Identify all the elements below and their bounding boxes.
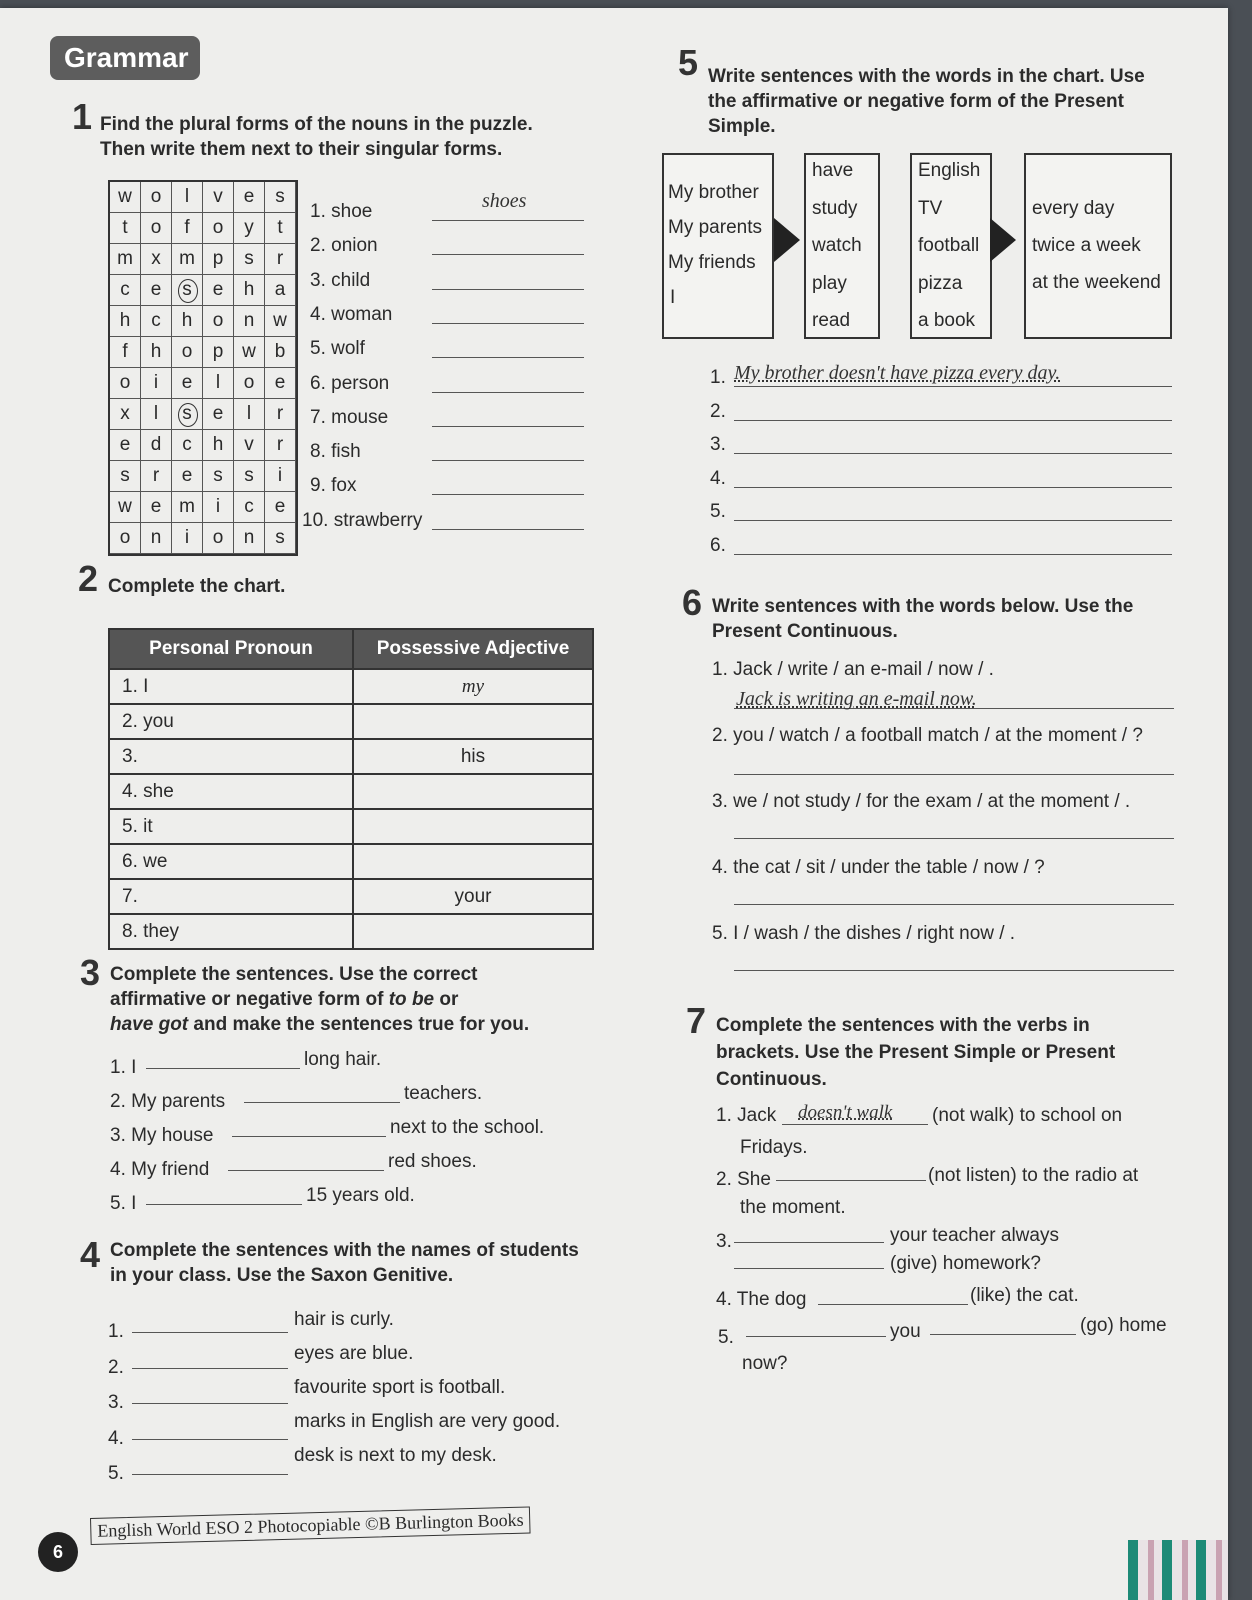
answer-blank[interactable] bbox=[432, 494, 584, 495]
chart-row bbox=[109, 669, 593, 704]
puzzle-cell: e bbox=[172, 461, 203, 492]
ex7-item-1-start: 1. Jack bbox=[716, 1105, 777, 1126]
exercise-5-number-label: 4. bbox=[710, 467, 726, 489]
puzzle-cell: v bbox=[203, 182, 234, 213]
answer-line[interactable] bbox=[734, 774, 1174, 775]
puzzle-cell: a bbox=[265, 275, 296, 306]
exercise-3-instruction bbox=[110, 962, 580, 1037]
puzzle-cell: h bbox=[110, 306, 141, 337]
puzzle-cell: y bbox=[234, 213, 265, 244]
puzzle-cell: t bbox=[110, 213, 141, 244]
answer-blank[interactable] bbox=[432, 529, 584, 530]
puzzle-cell: o bbox=[203, 306, 234, 337]
possessive-cell: his bbox=[353, 739, 593, 774]
answer-blank[interactable] bbox=[432, 392, 584, 393]
answer-blank[interactable] bbox=[432, 460, 584, 461]
subjects-box bbox=[662, 153, 774, 339]
puzzle-cell: e bbox=[234, 182, 265, 213]
puzzle-cell: n bbox=[234, 306, 265, 337]
puzzle-cell: o bbox=[203, 523, 234, 554]
answer-blank[interactable] bbox=[432, 426, 584, 427]
puzzle-cell: l bbox=[141, 399, 172, 430]
puzzle-cell: e bbox=[141, 492, 172, 523]
verb-word: play bbox=[812, 272, 847, 294]
puzzle-cell: e bbox=[265, 492, 296, 523]
pronoun-cell: 3. bbox=[109, 739, 353, 774]
section-tab: Grammar bbox=[50, 36, 200, 80]
puzzle-cell: x bbox=[141, 244, 172, 275]
ex7-item-5-blank bbox=[746, 1336, 886, 1337]
chart-row bbox=[109, 879, 593, 914]
ex7-item-3-blank bbox=[734, 1242, 884, 1243]
puzzle-cell: r bbox=[265, 430, 296, 461]
puzzle-cell: l bbox=[172, 182, 203, 213]
subject-word: My parents bbox=[668, 217, 762, 238]
ex3-inst-italic: to be bbox=[388, 989, 435, 1010]
answer-blank[interactable] bbox=[432, 254, 584, 255]
puzzle-cell: o bbox=[141, 213, 172, 244]
worksheet-page bbox=[0, 8, 1228, 1600]
ex7-item-5-mid: you bbox=[890, 1321, 921, 1342]
puzzle-cell: h bbox=[172, 306, 203, 337]
puzzle-cell: b bbox=[265, 337, 296, 368]
answer-blank[interactable] bbox=[132, 1332, 288, 1333]
verb-word: study bbox=[812, 197, 858, 219]
puzzle-cell: w bbox=[265, 306, 296, 337]
verb-word: watch bbox=[812, 235, 862, 256]
puzzle-cell: f bbox=[110, 337, 141, 368]
pronoun-cell: 6. we bbox=[109, 844, 353, 879]
exercise-5-number-label: 1. bbox=[710, 367, 726, 388]
puzzle-cell: r bbox=[265, 399, 296, 430]
puzzle-cell: s bbox=[203, 461, 234, 492]
exercise-6-prompt: 3. we / not study / for the exam / at the moment / . bbox=[712, 791, 1131, 812]
ex7-item-2-cont: the moment. bbox=[740, 1197, 846, 1218]
exercise-3-item-start: 3. My house bbox=[110, 1125, 214, 1146]
ex7-item-5-blank-2 bbox=[930, 1334, 1076, 1335]
object-word: a book bbox=[918, 310, 976, 331]
puzzle-cell: c bbox=[110, 275, 141, 306]
ex7-item-3-end: your teacher always bbox=[890, 1225, 1059, 1246]
ex3-inst-part: and make the sentences true for you. bbox=[193, 1014, 530, 1035]
answer-line[interactable] bbox=[734, 970, 1174, 971]
exercise-1-item: 9. fox bbox=[310, 475, 357, 497]
exercise-4-item-start: 4. bbox=[108, 1427, 124, 1449]
exercise-1-item: 4. woman bbox=[310, 303, 393, 325]
puzzle-cell: s bbox=[234, 461, 265, 492]
puzzle-cell: p bbox=[203, 244, 234, 275]
exercise-5-number: 5 bbox=[678, 42, 699, 83]
ex7-item-5-end: (go) home bbox=[1080, 1315, 1167, 1336]
answer-line[interactable] bbox=[734, 386, 1172, 387]
puzzle-cell: m bbox=[172, 244, 203, 275]
ex7-item-4-blank bbox=[818, 1304, 968, 1305]
answer-blank[interactable] bbox=[232, 1136, 386, 1137]
exercise-3-item-end: teachers. bbox=[404, 1083, 483, 1104]
exercise-6-prompt: 4. the cat / sit / under the table / now / ? bbox=[712, 857, 1045, 878]
exercise-7-instruction: Complete the sentences with the verbs in brackets. Use the Present Simple or Present Continuous. bbox=[716, 1015, 1116, 1090]
ex3-inst-italic: have got bbox=[110, 1014, 189, 1035]
puzzle-cell: c bbox=[172, 430, 203, 461]
puzzle-cell: r bbox=[141, 461, 172, 492]
ex3-inst-part: affirmative or negative form of bbox=[110, 989, 384, 1010]
answer-blank[interactable] bbox=[432, 289, 584, 290]
answer-line[interactable] bbox=[734, 453, 1172, 454]
ex7-item-4-end: (like) the cat. bbox=[970, 1285, 1079, 1306]
puzzle-cell: e bbox=[141, 275, 172, 306]
exercise-3-item-end: next to the school. bbox=[390, 1117, 545, 1138]
object-word: pizza bbox=[918, 272, 963, 294]
exercise-3-item-end: 15 years old. bbox=[306, 1185, 415, 1206]
exercise-5-number-label: 5. bbox=[710, 501, 726, 522]
puzzle-cell: c bbox=[141, 306, 172, 337]
verb-word: have bbox=[812, 160, 854, 181]
answer-line[interactable] bbox=[734, 520, 1172, 521]
puzzle-cell: l bbox=[234, 399, 265, 430]
exercise-3-item-start: 1. I bbox=[110, 1057, 137, 1078]
puzzle-cell: o bbox=[203, 213, 234, 244]
puzzle-cell: s bbox=[234, 244, 265, 275]
chart-row bbox=[109, 739, 593, 774]
puzzle-cell: l bbox=[203, 368, 234, 399]
puzzle-cell: s bbox=[265, 182, 296, 213]
exercise-2-number: 2 bbox=[78, 558, 99, 599]
arrow-icon bbox=[990, 218, 1016, 262]
ex7-item-2-start: 2. She bbox=[716, 1169, 771, 1190]
exercise-4-item-start: 2. bbox=[108, 1356, 124, 1378]
ex7-item-2-end: (not listen) to the radio at bbox=[928, 1165, 1139, 1186]
puzzle-cell: m bbox=[110, 244, 141, 275]
puzzle-cell: f bbox=[172, 213, 203, 244]
puzzle-cell: o bbox=[110, 368, 141, 399]
exercise-4-item-end: favourite sport is football. bbox=[294, 1377, 506, 1398]
pronoun-cell: 4. she bbox=[109, 774, 353, 809]
exercise-1-answer-1: shoes bbox=[482, 190, 527, 212]
exercise-1-item: 10. strawberry bbox=[302, 509, 423, 531]
exercise-5-number-label: 2. bbox=[710, 400, 726, 422]
ex7-item-1-blank bbox=[782, 1124, 928, 1125]
possessive-cell[interactable] bbox=[353, 844, 593, 879]
answer-blank[interactable] bbox=[244, 1102, 400, 1103]
exercise-5-number-label: 3. bbox=[710, 434, 726, 455]
ex7-item-3-start: 3. bbox=[716, 1231, 732, 1252]
puzzle-cell: m bbox=[172, 492, 203, 523]
puzzle-cell: e bbox=[203, 399, 234, 430]
answer-blank[interactable] bbox=[146, 1068, 300, 1069]
exercise-1-instruction: Find the plural forms of the nouns in the puzzle. Then write them next to their singular forms. bbox=[100, 114, 533, 160]
chart-row bbox=[109, 809, 593, 844]
exercise-6-number: 6 bbox=[682, 582, 703, 623]
puzzle-cell: s bbox=[110, 461, 141, 492]
answer-blank[interactable] bbox=[146, 1204, 302, 1205]
answer-blank[interactable] bbox=[228, 1170, 384, 1171]
ex7-item-2-blank bbox=[776, 1180, 926, 1181]
object-word: football bbox=[918, 235, 980, 256]
puzzle-cell: o bbox=[141, 182, 172, 213]
exercise-4-item-end: eyes are blue. bbox=[294, 1343, 414, 1364]
arrow-icon bbox=[774, 218, 800, 262]
puzzle-cell: h bbox=[203, 430, 234, 461]
puzzle-cell: v bbox=[234, 430, 265, 461]
answer-blank[interactable] bbox=[432, 220, 584, 221]
puzzle-cell: c bbox=[234, 492, 265, 523]
exercise-6-prompt: 1. Jack / write / an e-mail / now / . bbox=[712, 659, 994, 680]
puzzle-cell: x bbox=[110, 399, 141, 430]
puzzle-cell: i bbox=[172, 523, 203, 554]
answer-blank[interactable] bbox=[132, 1474, 288, 1475]
subject-word: I bbox=[670, 287, 676, 308]
exercise-5-answer-1: My brother doesn't have pizza every day. bbox=[734, 362, 1061, 384]
answer-line[interactable] bbox=[734, 554, 1172, 555]
object-word: English bbox=[918, 160, 981, 181]
time-word: every day bbox=[1032, 198, 1115, 219]
exercise-6-prompt: 2. you / watch / a football match / at the moment / ? bbox=[712, 725, 1143, 746]
ex7-item-3-blank-2 bbox=[734, 1268, 884, 1269]
chart-row bbox=[109, 914, 593, 949]
exercise-4-item-end: desk is next to my desk. bbox=[294, 1445, 497, 1466]
puzzle-cell: i bbox=[265, 461, 296, 492]
possessive-cell[interactable] bbox=[353, 774, 593, 809]
puzzle-cell: e bbox=[110, 430, 141, 461]
puzzle-cell: o bbox=[110, 523, 141, 554]
time-word: twice a week bbox=[1032, 235, 1141, 256]
possessive-cell[interactable] bbox=[353, 704, 593, 739]
exercise-5-instruction: Write sentences with the words in the chart. Use the affirmative or negative form of the Present Simple. bbox=[708, 66, 1145, 137]
word-search-puzzle bbox=[108, 180, 298, 556]
subject-word: My friends bbox=[668, 252, 756, 273]
chart-header-possessive: Possessive Adjective bbox=[353, 629, 593, 669]
exercise-1-item: 5. wolf bbox=[310, 338, 365, 360]
answer-line[interactable] bbox=[734, 904, 1174, 905]
pronoun-cell: 2. you bbox=[109, 704, 353, 739]
answer-blank[interactable] bbox=[432, 323, 584, 324]
exercise-1-item: 3. child bbox=[310, 269, 371, 291]
puzzle-cell: t bbox=[265, 213, 296, 244]
ex7-item-1-end: (not walk) to school on bbox=[932, 1105, 1123, 1126]
exercise-3-item-start: 4. My friend bbox=[110, 1159, 210, 1180]
chart-row bbox=[109, 774, 593, 809]
puzzle-cell: e bbox=[203, 275, 234, 306]
ex7-item-1-answer: doesn't walk bbox=[798, 1102, 893, 1123]
answer-line[interactable] bbox=[734, 838, 1174, 839]
exercise-3-item-start: 2. My parents bbox=[110, 1091, 226, 1112]
pronoun-cell: 7. bbox=[109, 879, 353, 914]
exercise-1-item: 6. person bbox=[310, 372, 390, 394]
answer-blank[interactable] bbox=[132, 1403, 288, 1404]
puzzle-cell: w bbox=[234, 337, 265, 368]
puzzle-cell: s bbox=[265, 523, 296, 554]
ex7-item-4-start: 4. The dog bbox=[716, 1289, 807, 1310]
exercise-3-item-end: long hair. bbox=[304, 1049, 382, 1070]
exercise-7-number: 7 bbox=[686, 1000, 707, 1041]
chart-row bbox=[109, 844, 593, 879]
puzzle-cell: o bbox=[172, 337, 203, 368]
ex7-item-5-cont: now? bbox=[742, 1353, 788, 1374]
exercise-4-item-end: marks in English are very good. bbox=[294, 1411, 561, 1432]
exercise-6-answer-1: Jack is writing an e-mail now. bbox=[736, 688, 977, 710]
exercise-3-item-end: red shoes. bbox=[388, 1151, 477, 1172]
exercise-4-number: 4 bbox=[80, 1234, 101, 1275]
time-word: at the weekend bbox=[1032, 272, 1161, 293]
puzzle-cell: d bbox=[141, 430, 172, 461]
puzzle-cell: e bbox=[172, 368, 203, 399]
exercise-4-instruction: Complete the sentences with the names of students in your class. Use the Saxon Genitive. bbox=[110, 1240, 579, 1286]
answer-line[interactable] bbox=[734, 420, 1172, 421]
verb-word: read bbox=[812, 310, 851, 331]
ex3-inst-part: Complete the sentences. Use the correct bbox=[110, 964, 478, 985]
puzzle-cell: p bbox=[203, 337, 234, 368]
puzzle-cell: i bbox=[141, 368, 172, 399]
puzzle-cell: h bbox=[141, 337, 172, 368]
possessive-cell: your bbox=[353, 879, 593, 914]
puzzle-cell: h bbox=[234, 275, 265, 306]
answer-blank[interactable] bbox=[132, 1439, 288, 1440]
exercise-5-number-label: 6. bbox=[710, 534, 726, 556]
possessive-cell[interactable] bbox=[353, 914, 593, 949]
answer-line[interactable] bbox=[734, 487, 1172, 488]
subject-word: My brother bbox=[668, 182, 759, 203]
possessive-cell[interactable] bbox=[353, 809, 593, 844]
chart-header-pronoun: Personal Pronoun bbox=[109, 629, 353, 669]
possessive-cell: my bbox=[353, 669, 593, 704]
exercise-6-prompt: 5. I / wash / the dishes / right now / . bbox=[712, 923, 1016, 944]
footer-copyright: English World ESO 2 Photocopiable ©B Burlington Books bbox=[90, 1506, 531, 1545]
exercise-1-number: 1 bbox=[72, 96, 93, 137]
exercise-2-instruction: Complete the chart. bbox=[108, 576, 286, 597]
ex7-item-5-start: 5. bbox=[718, 1327, 734, 1348]
exercise-3-number: 3 bbox=[80, 952, 101, 993]
exercise-1-item: 2. onion bbox=[310, 235, 378, 257]
pronoun-chart bbox=[108, 628, 594, 950]
answer-blank[interactable] bbox=[432, 357, 584, 358]
ex3-inst-part: or bbox=[439, 989, 459, 1010]
puzzle-cell: s bbox=[172, 399, 203, 430]
puzzle-cell: e bbox=[265, 368, 296, 399]
exercise-3-item-start: 5. I bbox=[110, 1193, 137, 1214]
puzzle-cell: i bbox=[203, 492, 234, 523]
pronoun-cell: 8. they bbox=[109, 914, 353, 949]
pronoun-cell: 1. I bbox=[109, 669, 353, 704]
puzzle-cell: n bbox=[234, 523, 265, 554]
page-number: 6 bbox=[38, 1532, 78, 1572]
background-fabric bbox=[1128, 1540, 1228, 1600]
exercise-1-item: 7. mouse bbox=[310, 406, 389, 428]
exercise-6-instruction: Write sentences with the words below. Use the Present Continuous. bbox=[712, 596, 1134, 642]
exercise-4-item-start: 1. bbox=[108, 1321, 124, 1342]
ex7-item-1-cont: Fridays. bbox=[740, 1137, 808, 1158]
exercise-4-item-start: 5. bbox=[108, 1463, 124, 1484]
chart-row bbox=[109, 704, 593, 739]
exercise-1-item: 8. fish bbox=[310, 441, 361, 463]
puzzle-cell: w bbox=[110, 492, 141, 523]
exercise-4-item-end: hair is curly. bbox=[294, 1309, 394, 1330]
exercise-1-item: 1. shoe bbox=[310, 201, 373, 222]
object-word: TV bbox=[918, 197, 943, 219]
puzzle-cell: r bbox=[265, 244, 296, 275]
exercise-4-item-start: 3. bbox=[108, 1392, 124, 1413]
puzzle-cell: s bbox=[172, 275, 203, 306]
ex7-item-3-cont: (give) homework? bbox=[890, 1253, 1041, 1274]
puzzle-cell: o bbox=[234, 368, 265, 399]
answer-blank[interactable] bbox=[132, 1368, 288, 1369]
puzzle-cell: w bbox=[110, 182, 141, 213]
puzzle-cell: n bbox=[141, 523, 172, 554]
pronoun-cell: 5. it bbox=[109, 809, 353, 844]
